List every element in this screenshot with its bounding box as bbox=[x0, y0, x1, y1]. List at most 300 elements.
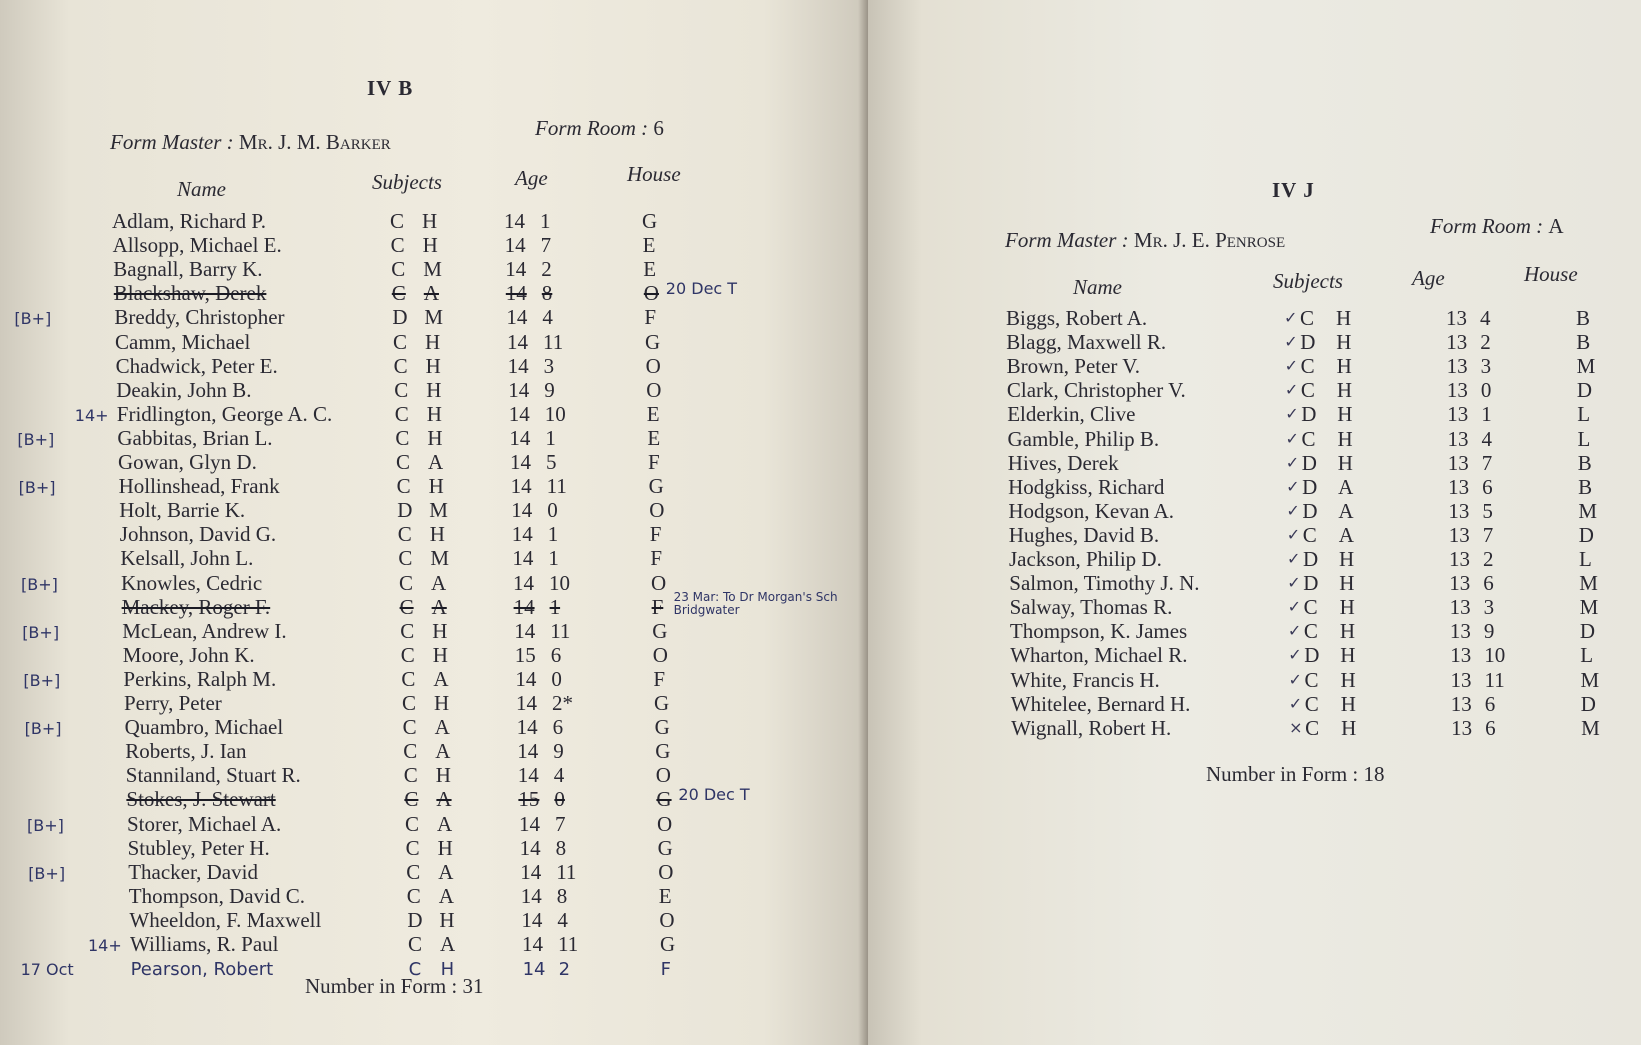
house-letter: L bbox=[1577, 402, 1591, 427]
check-mark: ✓ bbox=[1284, 308, 1298, 327]
student-name: Storer, Michael A. bbox=[127, 811, 282, 836]
subject-2: H bbox=[437, 835, 453, 860]
check-mark: ✓ bbox=[1288, 669, 1302, 689]
house-letter: E bbox=[643, 257, 657, 282]
age-years: 14 bbox=[513, 570, 534, 595]
check-mark: ✓ bbox=[1284, 332, 1298, 352]
student-name: Salmon, Timothy J. N. bbox=[1009, 571, 1200, 596]
subject-1: C bbox=[398, 546, 413, 571]
subject-2: H bbox=[1336, 330, 1352, 355]
house-letter: G bbox=[648, 474, 664, 499]
age-years: 13 bbox=[1448, 474, 1470, 499]
subject-2: A bbox=[1338, 522, 1354, 547]
student-name: Holt, Barrie K. bbox=[119, 498, 246, 523]
age-months: 10 bbox=[544, 401, 566, 426]
check-mark: ✓ bbox=[1288, 645, 1302, 665]
subject-1: C bbox=[404, 787, 419, 812]
age-years: 13 bbox=[1448, 498, 1470, 523]
age-years: 14 bbox=[511, 498, 533, 523]
form-master-label: Form Master : bbox=[110, 130, 234, 154]
house-letter: G bbox=[654, 715, 670, 740]
subject-2: H bbox=[1337, 426, 1353, 451]
house-letter: F bbox=[644, 305, 657, 330]
student-name: Hives, Derek bbox=[1007, 450, 1119, 475]
house-letter: B bbox=[1576, 330, 1591, 355]
check-mark: ✓ bbox=[1286, 524, 1301, 544]
subject-2: H bbox=[1336, 378, 1353, 403]
age-years: 13 bbox=[1447, 426, 1469, 451]
col-header-house: House bbox=[1524, 262, 1578, 286]
subject-2: H bbox=[439, 907, 455, 932]
handwritten-note: 23 Mar: To Dr Morgan's Sch Bridgwater bbox=[673, 589, 838, 617]
age-months: 1 bbox=[545, 425, 556, 450]
student-name: Whitelee, Bernard H. bbox=[1010, 691, 1191, 716]
age-years: 13 bbox=[1450, 691, 1472, 716]
age-years: 14 bbox=[514, 618, 536, 643]
age-months: 6 bbox=[550, 642, 562, 667]
subject-2: A bbox=[423, 281, 439, 306]
age-years: 14 bbox=[516, 715, 538, 740]
form-count: Number in Form : 31 bbox=[305, 974, 484, 998]
age-months: 7 bbox=[1481, 450, 1493, 475]
right-page bbox=[868, 0, 1641, 1045]
subject-1: C bbox=[401, 666, 416, 691]
age-months: 4 bbox=[557, 907, 568, 932]
student-name: Stubley, Peter H. bbox=[127, 835, 270, 860]
age-months: 6 bbox=[1483, 571, 1494, 596]
age-years: 14 bbox=[522, 932, 543, 956]
house-letter: L bbox=[1580, 643, 1594, 668]
subject-2: M bbox=[423, 257, 442, 282]
house-letter: O bbox=[655, 763, 671, 788]
subject-1: D bbox=[1302, 474, 1318, 499]
age-months: 2 bbox=[541, 257, 552, 282]
age-years: 15 bbox=[518, 787, 540, 812]
student-name: Wharton, Michael R. bbox=[1010, 643, 1188, 668]
house-letter: O bbox=[651, 570, 667, 595]
house-letter: M bbox=[1580, 667, 1600, 692]
subject-2: H bbox=[434, 691, 450, 715]
handwritten-note: 20 Dec T bbox=[665, 279, 738, 299]
subject-1: C bbox=[405, 835, 420, 860]
house-letter: O bbox=[659, 907, 675, 932]
age-years: 14 bbox=[506, 305, 528, 330]
house-letter: F bbox=[648, 450, 660, 474]
student-name: Gabbitas, Brian L. bbox=[117, 425, 273, 450]
age-months: 1 bbox=[547, 522, 559, 547]
age-months: 8 bbox=[541, 281, 553, 306]
age-years: 14 bbox=[519, 811, 540, 836]
age-months: 0 bbox=[554, 787, 565, 812]
subject-1: C bbox=[406, 883, 421, 908]
house-letter: G bbox=[655, 739, 671, 764]
form-master-value: Mr. J. M. Barker bbox=[238, 130, 391, 154]
check-mark: ✓ bbox=[1286, 500, 1300, 520]
student-name: Blagg, Maxwell R. bbox=[1006, 330, 1167, 355]
age-months: 7 bbox=[1482, 522, 1494, 547]
age-years: 13 bbox=[1449, 571, 1471, 596]
house-letter: E bbox=[646, 401, 660, 426]
margin-annotation: [B+] bbox=[27, 815, 64, 835]
subject-2: M bbox=[429, 498, 448, 523]
subject-2: A bbox=[436, 787, 452, 812]
form-count: Number in Form : 18 bbox=[1206, 762, 1385, 786]
form-master-label: Form Master : bbox=[1005, 228, 1129, 252]
age-years: 14 bbox=[507, 353, 529, 378]
subject-1: C bbox=[395, 425, 410, 450]
margin-annotation: [B+] bbox=[28, 863, 66, 883]
student-name: Knowles, Cedric bbox=[121, 570, 263, 595]
student-name: Mackey, Roger F. bbox=[121, 594, 271, 619]
subject-2: A bbox=[438, 859, 454, 884]
subject-2: H bbox=[1337, 402, 1353, 427]
student-name: Hodgson, Kevan A. bbox=[1008, 498, 1175, 523]
age-months: 7 bbox=[540, 233, 552, 258]
margin-annotation: 17 Oct bbox=[20, 960, 74, 980]
age-months: 7 bbox=[555, 811, 566, 836]
age-months: 4 bbox=[542, 305, 553, 330]
subject-2: A bbox=[431, 570, 447, 595]
age-years: 13 bbox=[1446, 354, 1468, 379]
house-letter: G bbox=[652, 618, 668, 643]
check-mark: ✓ bbox=[1285, 404, 1299, 424]
margin-annotation: [B+] bbox=[24, 719, 62, 739]
age-months: 1 bbox=[548, 546, 559, 571]
student-name: Thacker, David bbox=[128, 859, 258, 884]
age-months: 2 bbox=[1483, 547, 1494, 571]
house-letter: O bbox=[645, 353, 661, 378]
subject-1: C bbox=[402, 691, 417, 715]
subject-2: H bbox=[428, 474, 444, 499]
age-months: 8 bbox=[556, 883, 568, 908]
age-years: 13 bbox=[1446, 330, 1468, 355]
age-months: 11 bbox=[558, 932, 579, 956]
subject-2: H bbox=[429, 522, 445, 547]
subject-2: H bbox=[425, 329, 441, 354]
student-name: Hughes, David B. bbox=[1008, 522, 1160, 547]
subject-1: C bbox=[393, 353, 408, 378]
student-name: Fridlington, George A. C. bbox=[116, 401, 333, 426]
age-months: 11 bbox=[556, 859, 577, 884]
age-years: 14 bbox=[516, 691, 537, 715]
check-mark: ✓ bbox=[1285, 428, 1299, 448]
house-letter: G bbox=[656, 787, 672, 812]
check-mark: ✓ bbox=[1287, 573, 1301, 593]
age-months: 5 bbox=[546, 450, 557, 474]
student-name: Camm, Michael bbox=[115, 329, 251, 354]
form-room-value: 6 bbox=[653, 116, 664, 140]
subject-2: H bbox=[1340, 643, 1356, 668]
age-months: 10 bbox=[1484, 643, 1506, 668]
subject-2: H bbox=[1336, 306, 1352, 330]
age-months: 3 bbox=[1480, 354, 1492, 379]
subject-1: C bbox=[391, 281, 406, 306]
age-years: 13 bbox=[1449, 547, 1470, 571]
subject-1: C bbox=[1300, 378, 1315, 403]
age-months: 2* bbox=[552, 691, 573, 715]
age-months: 3 bbox=[1483, 595, 1495, 620]
age-years: 14 bbox=[505, 281, 527, 306]
student-name: Bagnall, Barry K. bbox=[113, 257, 263, 282]
form-title: IV J bbox=[1272, 178, 1315, 202]
age-months: 10 bbox=[549, 570, 570, 595]
subject-2: H bbox=[425, 353, 441, 378]
subject-2: H bbox=[422, 209, 438, 233]
house-letter: D bbox=[1578, 522, 1594, 547]
form-room bbox=[535, 116, 664, 141]
age-months: 9 bbox=[1483, 619, 1495, 644]
student-name: Chadwick, Peter E. bbox=[115, 353, 278, 378]
age-months: 0 bbox=[1480, 378, 1492, 403]
margin-annotation: [B+] bbox=[22, 622, 60, 642]
student-name: Deakin, John B. bbox=[116, 377, 252, 402]
subject-1: C bbox=[400, 642, 415, 667]
form-room-value: A bbox=[1548, 214, 1564, 238]
age-months: 2 bbox=[558, 959, 571, 981]
age-years: 14 bbox=[519, 835, 541, 860]
age-months: 1 bbox=[1481, 402, 1492, 427]
subject-2: H bbox=[1340, 691, 1356, 716]
house-letter: L bbox=[1577, 426, 1591, 451]
age-years: 14 bbox=[510, 450, 531, 474]
student-name: Allsopp, Michael E. bbox=[112, 233, 282, 258]
subject-1: C bbox=[400, 618, 415, 643]
subject-1: D bbox=[1303, 571, 1319, 596]
check-mark: ✓ bbox=[1286, 476, 1300, 496]
subject-1: C bbox=[396, 450, 411, 474]
student-name: Clark, Christopher V. bbox=[1006, 378, 1186, 403]
subject-1: C bbox=[397, 522, 412, 547]
subject-1: D bbox=[1303, 547, 1319, 571]
age-years: 14 bbox=[517, 763, 539, 788]
student-name: Hollinshead, Frank bbox=[118, 474, 280, 499]
subject-2: H bbox=[440, 959, 455, 981]
subject-2: A bbox=[435, 739, 451, 764]
margin-annotation: [B+] bbox=[23, 670, 61, 690]
student-name: Breddy, Christopher bbox=[114, 305, 285, 330]
col-header-age: Age bbox=[515, 166, 548, 190]
subject-2: H bbox=[1339, 571, 1355, 596]
house-letter: E bbox=[658, 883, 672, 908]
check-mark: ✓ bbox=[1284, 356, 1298, 376]
subject-2: A bbox=[1338, 474, 1354, 499]
student-name: Gamble, Philip B. bbox=[1007, 426, 1160, 451]
student-name: Perkins, Ralph M. bbox=[123, 666, 277, 691]
age-months: 6 bbox=[1485, 715, 1496, 740]
age-years: 14 bbox=[504, 233, 526, 258]
age-years: 13 bbox=[1446, 306, 1467, 330]
house-letter: F bbox=[653, 666, 666, 691]
house-letter: M bbox=[1579, 595, 1599, 620]
age-months: 2 bbox=[1480, 330, 1491, 355]
age-months: 5 bbox=[1482, 498, 1493, 523]
subject-1: C bbox=[391, 257, 406, 282]
subject-1: C bbox=[390, 233, 405, 258]
subject-1: C bbox=[406, 859, 421, 884]
subject-1: D bbox=[392, 305, 408, 330]
house-letter: B bbox=[1578, 474, 1593, 499]
form-master bbox=[1005, 228, 1285, 253]
student-name: McLean, Andrew I. bbox=[122, 618, 287, 643]
house-letter: G bbox=[642, 209, 658, 233]
subject-2: H bbox=[1339, 619, 1356, 644]
check-mark: ✓ bbox=[1287, 597, 1301, 617]
student-name: Adlam, Richard P. bbox=[112, 209, 266, 233]
subject-1: C bbox=[394, 401, 409, 426]
house-letter: G bbox=[654, 691, 670, 715]
age-months: 4 bbox=[1481, 426, 1492, 451]
age-years: 14 bbox=[508, 401, 530, 426]
student-name: Wheeldon, F. Maxwell bbox=[129, 907, 322, 932]
subject-2: A bbox=[428, 450, 444, 474]
age-years: 13 bbox=[1449, 595, 1471, 620]
subject-1: C bbox=[393, 329, 408, 354]
subject-1: C bbox=[408, 959, 422, 981]
age-months: 9 bbox=[544, 377, 555, 402]
house-letter: O bbox=[649, 498, 665, 523]
subject-2: H bbox=[1336, 354, 1352, 379]
age-years: 14 bbox=[520, 883, 542, 908]
handwritten-note: 20 Dec T bbox=[678, 785, 750, 805]
margin-annotation: [B+] bbox=[17, 429, 55, 449]
house-letter: E bbox=[642, 233, 656, 258]
age-years: 13 bbox=[1447, 450, 1469, 475]
age-years: 13 bbox=[1446, 378, 1468, 403]
subject-1: C bbox=[396, 474, 411, 499]
house-letter: M bbox=[1579, 571, 1598, 596]
student-name: Elderkin, Clive bbox=[1007, 402, 1136, 427]
student-name: White, Francis H. bbox=[1010, 667, 1160, 692]
house-letter: O bbox=[657, 811, 673, 836]
house-letter: O bbox=[652, 642, 668, 667]
age-years: 14 bbox=[508, 377, 530, 402]
subject-2: A bbox=[433, 666, 449, 691]
subject-1: C bbox=[399, 594, 414, 619]
age-years: 14 bbox=[521, 907, 543, 932]
margin-annotation: 14+ bbox=[74, 405, 109, 425]
age-months: 4 bbox=[553, 763, 565, 788]
house-letter: E bbox=[647, 425, 661, 450]
subject-2: H bbox=[432, 642, 448, 667]
house-letter: O bbox=[643, 281, 659, 306]
student-name: Blackshaw, Derek bbox=[113, 281, 267, 306]
age-months: 6 bbox=[1482, 474, 1493, 499]
house-letter: O bbox=[658, 859, 674, 884]
student-name: Thompson, K. James bbox=[1009, 619, 1188, 644]
col-header-subjects: Subjects bbox=[1273, 269, 1343, 293]
check-mark: ✓ bbox=[1287, 621, 1302, 641]
subject-1: C bbox=[399, 570, 414, 595]
check-mark: ✓ bbox=[1287, 549, 1301, 568]
subject-2: H bbox=[1339, 547, 1355, 571]
age-years: 13 bbox=[1450, 643, 1472, 668]
col-header-subjects: Subjects bbox=[372, 170, 442, 194]
subject-1: C bbox=[1303, 619, 1318, 644]
subject-1: D bbox=[1301, 450, 1317, 475]
subject-2: H bbox=[1337, 450, 1353, 475]
subject-1: C bbox=[1302, 522, 1317, 547]
age-months: 0 bbox=[551, 666, 562, 691]
age-months: 11 bbox=[1484, 667, 1505, 692]
form-master-value: Mr. J. E. Penrose bbox=[1133, 228, 1286, 252]
form-room-label: Form Room : bbox=[1430, 214, 1544, 238]
subject-1: C bbox=[408, 932, 423, 956]
age-years: 14 bbox=[509, 425, 531, 450]
subject-2: M bbox=[430, 546, 450, 571]
house-letter: G bbox=[660, 932, 676, 956]
form-title: IV B bbox=[367, 76, 414, 100]
subject-2: H bbox=[426, 401, 442, 426]
student-name: Pearson, Robert bbox=[130, 959, 274, 981]
age-months: 11 bbox=[546, 474, 567, 499]
student-name: Quambro, Michael bbox=[124, 715, 284, 740]
subject-2: A bbox=[431, 594, 447, 619]
age-months: 4 bbox=[1480, 306, 1491, 330]
check-mark: × bbox=[1289, 717, 1303, 737]
subject-1: D bbox=[407, 907, 423, 932]
col-header-name: Name bbox=[1073, 275, 1122, 299]
subject-2: H bbox=[422, 233, 438, 258]
house-letter: D bbox=[1580, 691, 1596, 716]
subject-2: H bbox=[432, 618, 448, 643]
student-name: Wignall, Robert H. bbox=[1011, 715, 1172, 740]
student-name: Gowan, Glyn D. bbox=[118, 450, 257, 474]
subject-1: C bbox=[403, 763, 418, 788]
age-years: 13 bbox=[1448, 522, 1470, 547]
subject-1: D bbox=[1300, 330, 1316, 355]
student-name: Thompson, David C. bbox=[128, 883, 305, 908]
subject-1: C bbox=[405, 811, 420, 836]
student-name: Jackson, Philip D. bbox=[1009, 547, 1162, 571]
age-years: 14 bbox=[522, 959, 546, 981]
age-years: 14 bbox=[507, 329, 528, 354]
house-letter: F bbox=[650, 546, 663, 571]
subject-1: C bbox=[1305, 715, 1320, 740]
margin-annotation: [B+] bbox=[18, 478, 56, 498]
age-months: 6 bbox=[552, 715, 564, 740]
subject-1: D bbox=[1301, 402, 1317, 427]
subject-1: C bbox=[1304, 667, 1319, 692]
age-months: 1 bbox=[549, 594, 561, 619]
age-months: 11 bbox=[543, 329, 564, 354]
house-letter: B bbox=[1576, 306, 1591, 330]
age-months: 8 bbox=[555, 835, 567, 860]
check-mark: ✓ bbox=[1285, 452, 1300, 472]
house-letter: M bbox=[1581, 715, 1600, 740]
check-mark: ✓ bbox=[1284, 380, 1299, 400]
subject-1: C bbox=[402, 715, 417, 740]
age-years: 13 bbox=[1450, 667, 1472, 692]
age-years: 13 bbox=[1447, 402, 1469, 427]
age-years: 14 bbox=[512, 546, 534, 571]
house-letter: L bbox=[1579, 547, 1592, 571]
margin-annotation: [B+] bbox=[21, 574, 58, 594]
house-letter: F bbox=[651, 594, 664, 619]
form-master bbox=[110, 130, 391, 155]
student-name: Roberts, J. Ian bbox=[125, 739, 247, 764]
age-months: 11 bbox=[550, 618, 571, 643]
subject-2: A bbox=[438, 883, 454, 908]
subject-1: C bbox=[394, 377, 409, 402]
form-room-label: Form Room : bbox=[535, 116, 649, 140]
age-months: 9 bbox=[553, 739, 564, 764]
subject-1: C bbox=[1300, 354, 1315, 379]
student-name: Kelsall, John L. bbox=[120, 546, 254, 571]
age-years: 14 bbox=[511, 522, 533, 547]
form-room bbox=[1430, 214, 1564, 239]
house-letter: D bbox=[1576, 378, 1593, 403]
age-years: 14 bbox=[517, 739, 539, 764]
